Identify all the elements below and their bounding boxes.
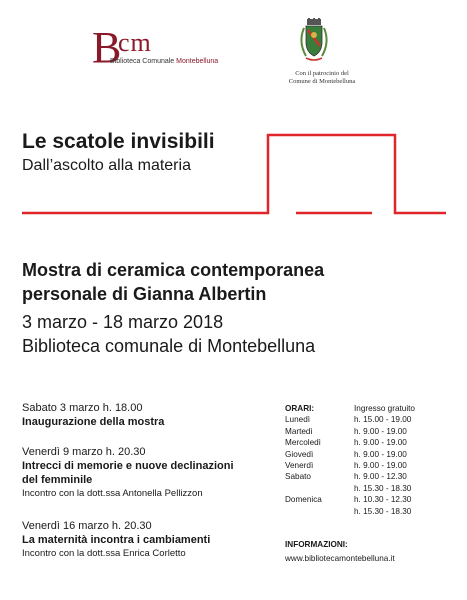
table-row: Sabato h. 9.00 - 12.30 [285,472,407,482]
table-row: Domenica h. 10.30 - 12.30 [285,495,412,505]
hours-table: ORARI: Ingresso gratuito Lunedì h. 15.00 - 19.00 Martedì h. 9.00 - 19.00 Mercoledì h. 9.00 - 19.00 Giovedì h. 9.00 - 19.00 Venerdì h. 9.00 - 19.00 Sabato h. 9.00 - 12.30 h. 15.30 - 18.30 Domenica h. 10.30 - 12.30 h. 15.30 - 18.30 [285,404,415,516]
event-item: Venerdì 16 marzo h. 20.30 La maternità incontra i cambiamenti Incontro con la dott.ssa Enrica Corletto [22,520,211,559]
exhibition-dates: 3 marzo - 18 marzo 2018 Biblioteca comunale di Montebelluna [22,312,316,356]
table-row: h. 15.30 - 18.30 [354,506,412,516]
page-title: Le scatole invisibili [22,130,215,153]
exhibition-heading: Mostra di ceramica contemporanea personale di Gianna Albertin [22,260,325,304]
information-block: INFORMAZIONI: www.bibliotecamontebelluna.it [285,538,395,566]
library-logo [92,23,252,76]
table-row: Martedì h. 9.00 - 19.00 [285,426,407,436]
patronage-note: Con il patrocinio del Comune di Montebelluna [288,70,356,85]
logo-library-name: Biblioteca Comunale Montebelluna [110,58,219,65]
table-row: Lunedì h. 15.00 - 19.00 [285,415,412,425]
logo-letters-cm: cm [118,28,152,57]
table-row: Giovedì h. 9.00 - 19.00 [285,449,407,459]
table-row: Mercoledì h. 9.00 - 19.00 [285,438,407,448]
table-row: h. 15.30 - 18.30 [354,483,412,493]
table-row: Venerdì h. 9.00 - 19.00 [285,461,407,471]
website-link[interactable]: www.bibliotecamontebelluna.it [285,554,395,563]
logo-letter-b: B [92,23,122,72]
page-subtitle: Dall’ascolto alla materia [22,157,191,174]
event-item: Venerdì 9 marzo h. 20.30 Intrecci di memorie e nuove declinazioni del femminile Incontro con la dott.ssa Antonella Pellizzon [22,446,234,499]
opening-hours [285,403,415,517]
municipal-crest-icon [296,18,332,64]
event-item: Sabato 3 marzo h. 18.00 Inaugurazione della mostra [22,402,165,428]
